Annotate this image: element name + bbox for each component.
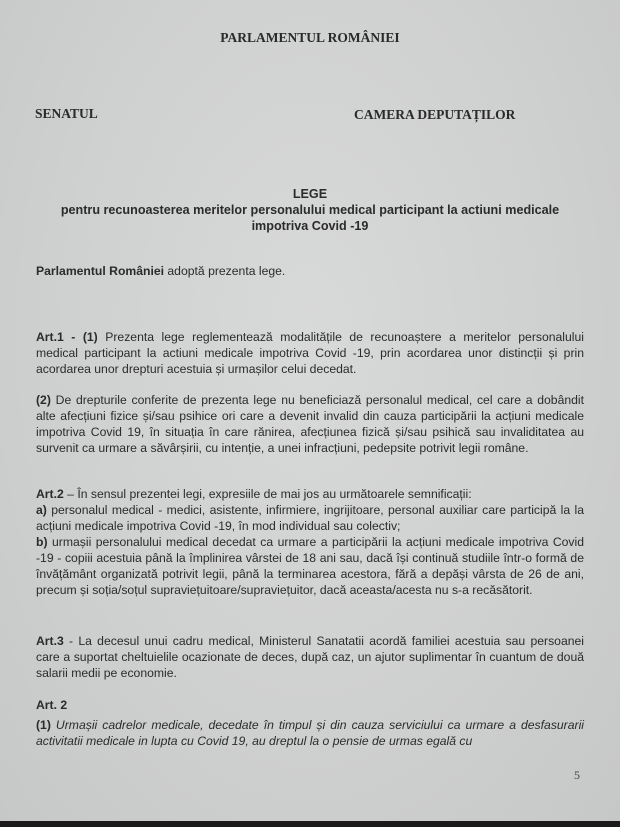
article-2-second-paragraph-1 [36,717,584,749]
article-2-b-text: urmașii personalului medical decedat ca urmare a participării la acțiuni medicale impotriva Covid -19 - copiii acestuia până la împlinirea vârstei de 18 ani sau, dacă își continuă studiile într-o formă de învățământ organizată potrivit legii, până la terminarea acestora, fără a depăși vârsta de 26 de ani, precum și soția/soțul supraviețuitoare/supraviețuitor, dacă aceasta/acesta nu s-a recăsătorit. [36,535,584,597]
article-2-second-p1-lead: (1) [36,718,51,732]
law-subtitle-line1: pentru recunoasterea meritelor personalului medical participant la actiuni medicale [60,203,560,217]
article-3 [36,633,584,681]
law-subtitle-line2: impotriva Covid -19 [251,219,369,233]
article-2-second-heading: Art. 2 [36,698,68,712]
article-2-a-text: personalul medical - medici, asistente, infirmiere, ingrijitoare, personal auxiliar care participă la la acțiuni medicale impotriva Covid -19, în mod individual sau colectiv; [36,503,584,533]
article-1-p2-text: De drepturile conferite de prezenta lege nu beneficiază personalul medical, cel care a dobândit alte afecțiuni fizice și/sau psihice ori care a devenit invalid din cauza participării la acțiuni medicale impotriva Covid 19, în situația în care rănirea, afecțiunea fizică și/sau psihică sau invaliditatea au survenit ca urmare a săvârșirii, cu intenție, a unei infracțiuni, pedepsite potrivit legii române. [36,393,584,455]
article-3-text: - La decesul unui cadru medical, Ministerul Sanatatii acordă familiei acestuia sau persoanei care a suportat cheltuielile ocazionate de deces, după caz, un ajutor suplimentar în cuantum de două salarii medii pe economie. [36,634,584,680]
article-2-item-a [36,502,584,534]
chamber-heading: CAMERA DEPUTAȚILOR [354,107,516,122]
parliament-heading: PARLAMENTUL ROMÂNIEI [220,30,400,45]
table-surface-edge [0,821,620,827]
preamble-bold: Parlamentul României [36,264,165,278]
article-2-intro-text: – În sensul prezentei legi, expresiile de mai jos au următoarele semnificații: [63,487,472,501]
law-title-block [20,186,600,234]
article-2-second-p1-text: Urmașii cadrelor medicale, decedate în timpul și din cauza serviciului ca urmare a desfasurarii activitatii medicale in lupta cu Covid 19, au dreptul la o pensie de urmas egală cu [36,718,584,748]
article-2-intro [36,486,584,502]
page-number: 5 [574,768,580,782]
article-2-b-lead: b) [36,535,48,549]
article-1-paragraph-2 [36,392,584,456]
article-1-paragraph-1 [36,329,584,377]
article-2 [36,486,584,598]
article-1-p2-lead: (2) [36,393,51,407]
article-2-item-b [36,534,584,598]
article-2-a-lead: a) [36,503,47,517]
law-title: LEGE [292,187,328,201]
article-1-p1-text: Prezenta lege reglementează modalitățile de recunoaștere a meritelor personalului medical participant la actiuni medicale impotriva Covid -19, prin acordarea unor distincții și prin acordarea unor drepturi acestuia și urmașilor celui decedat. [36,330,584,376]
article-2-lead: Art.2 [36,487,64,501]
article-1-lead: Art.1 - (1) [36,330,98,344]
preamble [36,263,584,279]
preamble-rest: adoptă prezenta lege. [164,264,286,278]
article-2-second [36,697,584,749]
article-3-lead: Art.3 [36,634,64,648]
senate-heading: SENATUL [35,106,98,121]
